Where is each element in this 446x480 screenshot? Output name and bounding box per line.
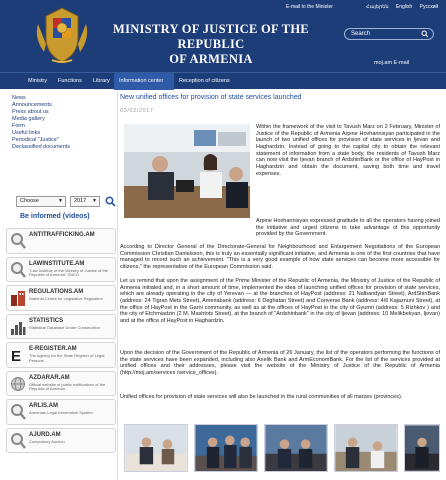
search-input[interactable] (344, 28, 434, 40)
article-title: New unified offices for provision of state services launched (120, 94, 302, 101)
sidebar-item-useful-links[interactable]: Useful links (12, 130, 41, 136)
sidebar-item-press[interactable]: Press about us (12, 109, 49, 115)
article-paragraph-4: Let us remind that upon the assignment of the Prime Minister of the Republic of Armenia, the Ministry of Justice of the Republic of Armenia initiated and, in a short amount of time, implemented the idea of launching unified offices for provision of state services, which are already operating in the city of Yerevan — at the branches of HayPost (address: 21 Nalbandyan Street), ArdShinBank (address: 24 Tigran Mets Street), Ameriabank (address: 6 Deghatan Street) and Converse Bank (address: 4/6 Kajaznuni Street), at the office of HayPost in the Garni community, as well as at the offices of HayPost in the city of Gyumri (address: 5 Rizhkov ) and the city of Etchmiadzin (2 M. Mashtots Street), at the branch of "Ardshinbank" in the city of Ijevan (address: 10 Melikbekyan, Ijevan) and at the office of HayPost in Haghardzin. (120, 278, 440, 324)
article-paragraph-6: Unified offices for provision of state services will also be launched in the rural communities of all marzes (provinces). (120, 394, 403, 400)
month-select[interactable] (16, 196, 66, 207)
archive-filter (12, 196, 122, 208)
magnifier-icon (10, 261, 26, 279)
language-english[interactable]: English (395, 4, 413, 10)
link-arlis[interactable] (6, 399, 116, 425)
link-description: National Centre for Legislative Regulation (29, 296, 103, 301)
link-statistics[interactable] (6, 314, 116, 340)
site-domain[interactable]: moj.am E-mail (374, 60, 410, 66)
link-name: ARLIS.AM (29, 403, 58, 409)
be-informed-heading[interactable]: Be informed (videos) (20, 213, 90, 220)
language-russian[interactable]: Русский (419, 4, 439, 10)
year-select-value: 2017 (74, 198, 87, 204)
link-description: Armenian Legal Information System (29, 410, 93, 415)
year-select[interactable] (70, 196, 100, 207)
link-name: AZDARAR.AM (29, 374, 70, 381)
article-paragraph-1: Within the framework of the visit to Tavush Marz on 2 February, Minister of Justice of the Republic of Armenia Arpine Hovhannisyan participated in the launch of two unified offices for provision of state services in Ijevan and Haghardzin. Instead of going to the capital city to obtain the relevant statement of information from a state body, the residents of Tavush Marz can now visit the Ijevan branch of ArdshinBank or the office of HayPost in Haghardzin and obtain the document, saving both time and travel expenses. (256, 124, 440, 177)
sidebar (0, 90, 118, 480)
chevron-down-icon: ▼ (92, 198, 97, 204)
link-e-register[interactable] (6, 342, 116, 368)
article-paragraph-2: Arpine Hovhannisyan expressed gratitude to all the operators having joined the initiative and urged citizens to take advantage of this opportunity provided by the Government. (256, 218, 440, 238)
sidebar-item-declassified[interactable]: Declassified documents (12, 144, 71, 150)
site-title (96, 22, 326, 67)
article-paragraph-3: According to Director General of the Directorate-General for Neighbourhood and Enlargement Negotiations of the European Commission Christian Danielsson, this is truly an essentially significant initiative, and Armenia is one of the first countries that have managed to record such an achievement. "This is a very good example of how state services can become more accessible for citizens," the representative of the European Commission said. (120, 244, 440, 270)
gallery-thumbnail[interactable] (404, 424, 440, 472)
sidebar-item-periodical[interactable]: Periodical "Justice" (12, 137, 59, 143)
nav-item-ministry[interactable]: Ministry (28, 78, 47, 84)
gallery-thumbnail[interactable] (334, 424, 398, 472)
sidebar-item-media-gallery[interactable]: Media gallery (12, 116, 45, 122)
magnifier-icon (10, 432, 26, 450)
site-header (0, 0, 446, 72)
link-regulations[interactable] (6, 285, 116, 311)
gallery-thumbnail[interactable] (124, 424, 188, 472)
link-lawinstitute[interactable] (6, 257, 116, 283)
nav-item-information-center[interactable]: Information center (119, 78, 164, 84)
coat-of-arms-icon[interactable] (32, 4, 92, 66)
buildings-icon (10, 289, 26, 307)
link-antitrafficking[interactable] (6, 228, 116, 254)
link-description: "Law Institute of the Ministry of Justice of the Republic of Armenia" SNCO (29, 267, 109, 277)
chevron-down-icon: ▼ (58, 198, 63, 204)
svg-text:E: E (11, 348, 22, 364)
language-switcher (360, 4, 438, 10)
site-title-line1: MINISTRY OF JUSTICE OF THE REPUBLIC (112, 22, 310, 51)
sidebar-menu (12, 95, 112, 151)
magnifier-icon (10, 403, 26, 421)
sidebar-item-news[interactable]: News (12, 95, 26, 101)
link-name: AJURD.AM (29, 431, 61, 438)
article-date: 03/02/2017 (120, 108, 154, 114)
link-description: Statistical Database Under Construction (29, 324, 100, 330)
link-azdarar[interactable] (6, 371, 116, 397)
nav-item-functions[interactable]: Functions (58, 78, 82, 84)
link-description: Official website of public notifications of the Republic of Armenia (29, 381, 106, 391)
link-ajurd[interactable] (6, 428, 116, 454)
link-description: The Agency for the State Register of Legal Persons (29, 353, 105, 363)
link-name: LAWINSTITUTE.AM (29, 260, 85, 267)
nav-item-library[interactable]: Library (93, 78, 110, 84)
gallery-thumbnail[interactable] (264, 424, 328, 472)
sidebar-item-announcements[interactable]: Announcements (12, 102, 52, 108)
article-photo[interactable] (124, 124, 250, 218)
language-armenian[interactable]: Հայերեն (366, 4, 389, 10)
link-name: STATISTICS (29, 317, 64, 324)
bar-chart-icon (10, 318, 26, 336)
article-gallery (124, 424, 440, 474)
main-navigation (0, 72, 446, 89)
e-register-icon (10, 346, 26, 364)
partner-links (6, 228, 116, 456)
magnifier-icon (10, 232, 26, 250)
link-description: Compulsory Auction (29, 438, 65, 444)
search-icon[interactable] (421, 30, 429, 38)
search-placeholder: Search (351, 31, 371, 37)
month-select-value: Choose (20, 198, 39, 204)
site-title-line2: OF ARMENIA (169, 52, 253, 66)
email-minister-link[interactable]: E-mail to the Minister (286, 4, 333, 10)
link-name: ANTITRAFFICKING.AM (29, 232, 95, 238)
link-name: E-REGISTER.AM (29, 346, 77, 352)
globe-icon (10, 375, 26, 393)
link-name: REGULATIONS.AM (29, 289, 84, 295)
nav-item-reception[interactable]: Reception of citizens (179, 78, 230, 84)
filter-search-icon[interactable] (105, 196, 116, 207)
article-paragraph-5: Upon the decision of the Government of the Republic of Armenia of 26 January, the list of the operators performing the functions of the state services have been expanded, including also Anelik Bank and ArmEconomBank. For the list of the services provided at unified offices and their addresses, please visit the website of the Ministry of Justice of the Republic of Armenia (http://moj.am/services /service_offices). (120, 350, 440, 376)
gallery-thumbnail[interactable] (194, 424, 258, 472)
sidebar-item-form[interactable]: Form (12, 123, 25, 129)
